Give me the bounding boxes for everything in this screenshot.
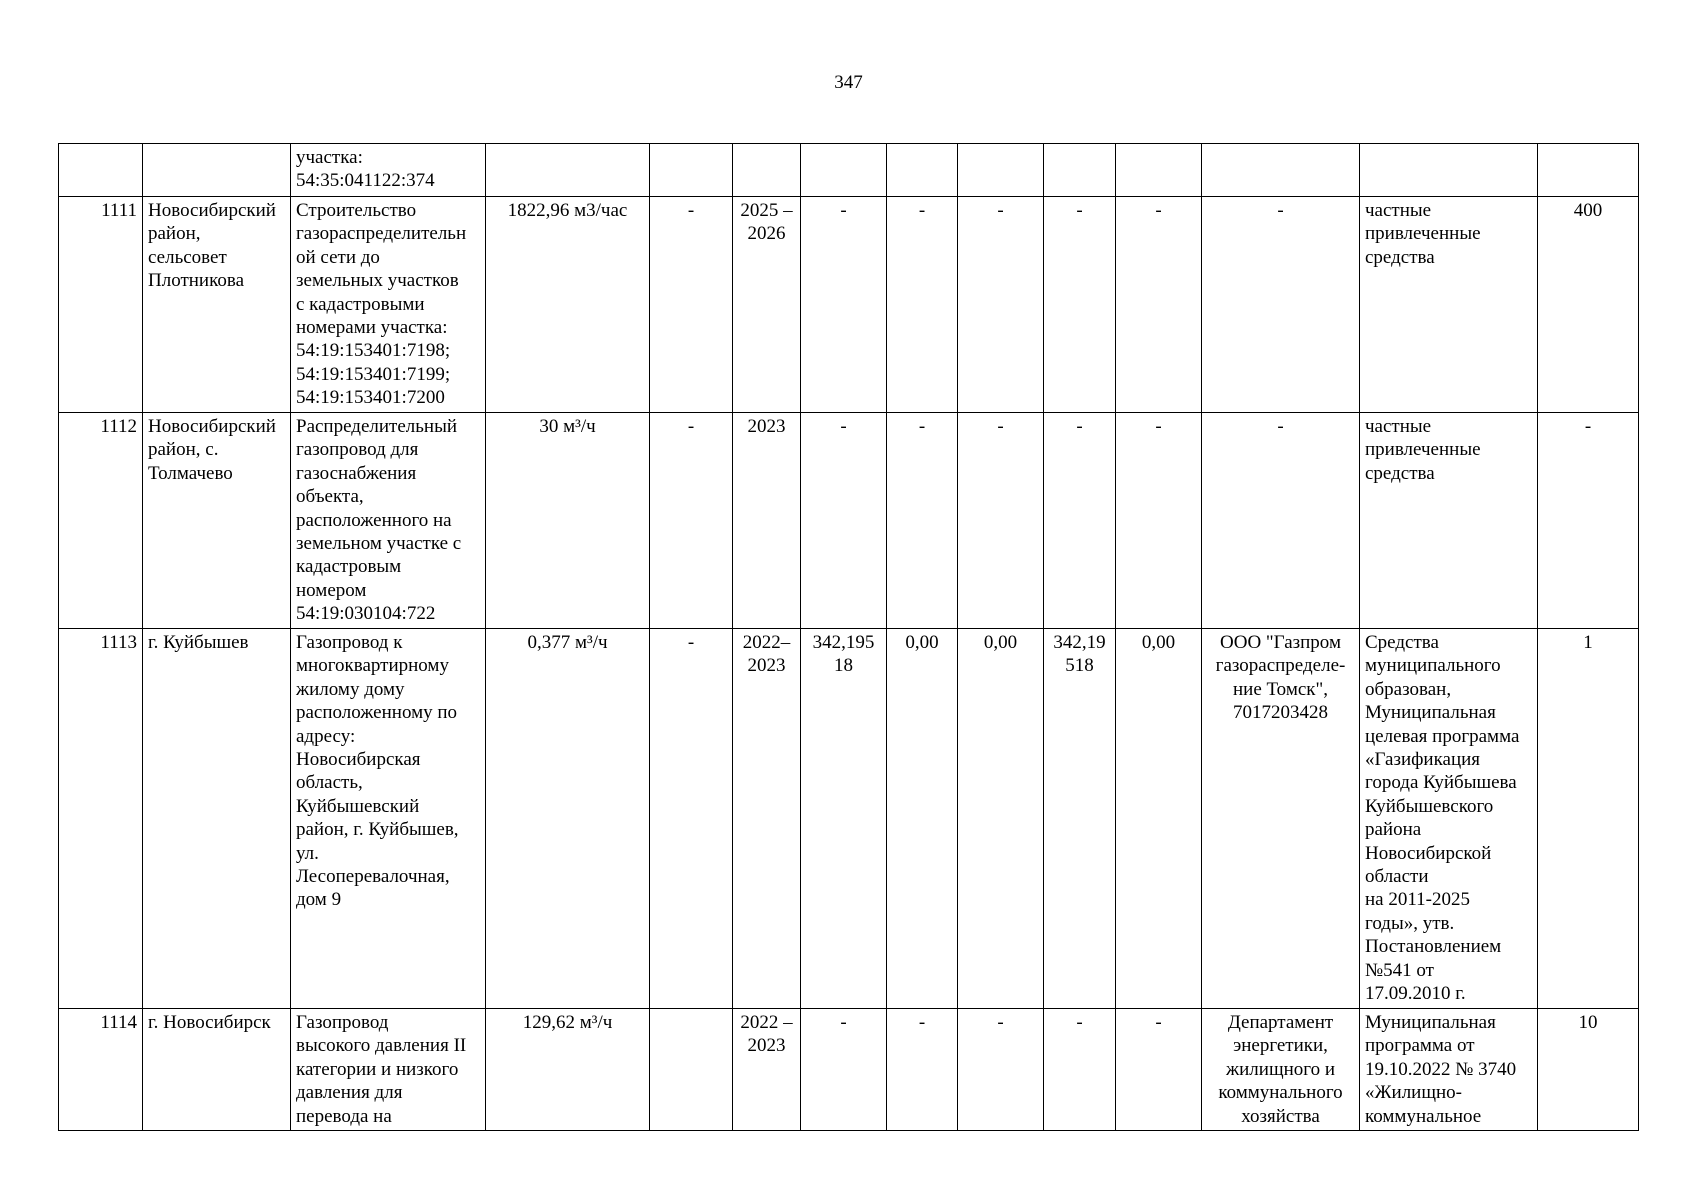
- row-number-cell: 1111: [59, 197, 143, 413]
- value-5-cell: -: [1116, 1009, 1202, 1131]
- location-cell: г. Новосибирск: [143, 1009, 291, 1131]
- last-column-cell: 1: [1538, 629, 1639, 1009]
- row-number-cell: 1112: [59, 413, 143, 629]
- column-5-cell: [650, 144, 733, 197]
- capacity-cell: [486, 144, 650, 197]
- value-1-cell: -: [801, 1009, 887, 1131]
- value-5-cell: [1116, 144, 1202, 197]
- years-cell: [733, 144, 801, 197]
- table-row: [59, 413, 1639, 629]
- value-3-cell: -: [958, 197, 1044, 413]
- description-cell: участка: 54:35:041122:374: [291, 144, 486, 197]
- organization-cell: -: [1202, 413, 1360, 629]
- table-row: [59, 1009, 1639, 1131]
- row-number-cell: 1113: [59, 629, 143, 1009]
- row-number-cell: [59, 144, 143, 197]
- value-3-cell: 0,00: [958, 629, 1044, 1009]
- table-row: [59, 144, 1639, 197]
- value-4-cell: [1044, 144, 1116, 197]
- value-1-cell: 342,195 18: [801, 629, 887, 1009]
- organization-cell: [1202, 144, 1360, 197]
- value-1-cell: -: [801, 197, 887, 413]
- table-body: [59, 144, 1639, 1131]
- value-5-cell: -: [1116, 413, 1202, 629]
- value-2-cell: 0,00: [887, 629, 958, 1009]
- value-2-cell: -: [887, 1009, 958, 1131]
- value-4-cell: 342,19 518: [1044, 629, 1116, 1009]
- last-column-cell: 10: [1538, 1009, 1639, 1131]
- description-cell: Газопровод высокого давления II категории и низкого давления для перевода на: [291, 1009, 486, 1131]
- location-cell: Новосибирский район, сельсовет Плотникова: [143, 197, 291, 413]
- value-2-cell: -: [887, 197, 958, 413]
- value-4-cell: -: [1044, 413, 1116, 629]
- funding-cell: Муниципальная программа от 19.10.2022 № 3740 «Жилищно- коммунальное: [1360, 1009, 1538, 1131]
- years-cell: 2022 – 2023: [733, 1009, 801, 1131]
- description-cell: Распределительный газопровод для газоснабжения объекта, расположенного на земельном участке с кадастровым номером 54:19:030104:722: [291, 413, 486, 629]
- organization-cell: Департамент энергетики, жилищного и коммунального хозяйства: [1202, 1009, 1360, 1131]
- funding-cell: [1360, 144, 1538, 197]
- value-4-cell: -: [1044, 197, 1116, 413]
- funding-cell: частные привлеченные средства: [1360, 197, 1538, 413]
- value-1-cell: -: [801, 413, 887, 629]
- organization-cell: -: [1202, 197, 1360, 413]
- page-number: 347: [834, 72, 863, 93]
- last-column-cell: -: [1538, 413, 1639, 629]
- capacity-cell: 129,62 м³/ч: [486, 1009, 650, 1131]
- row-number-cell: 1114: [59, 1009, 143, 1131]
- years-cell: 2022– 2023: [733, 629, 801, 1009]
- last-column-cell: [1538, 144, 1639, 197]
- location-cell: Новосибирский район, с. Толмачево: [143, 413, 291, 629]
- column-5-cell: -: [650, 197, 733, 413]
- years-cell: 2025 – 2026: [733, 197, 801, 413]
- column-5-cell: -: [650, 629, 733, 1009]
- value-2-cell: -: [887, 413, 958, 629]
- table-row: [59, 629, 1639, 1009]
- last-column-cell: 400: [1538, 197, 1639, 413]
- gas-infrastructure-table: [58, 143, 1639, 1131]
- value-5-cell: -: [1116, 197, 1202, 413]
- value-3-cell: [958, 144, 1044, 197]
- value-1-cell: [801, 144, 887, 197]
- location-cell: [143, 144, 291, 197]
- description-cell: Газопровод к многоквартирному жилому дому расположенному по адресу: Новосибирская область, Куйбышевский район, г. Куйбышев, ул. Лесоперевалочная, дом 9: [291, 629, 486, 1009]
- value-2-cell: [887, 144, 958, 197]
- value-5-cell: 0,00: [1116, 629, 1202, 1009]
- funding-cell: Средства муниципального образован, Муниципальная целевая программа «Газификация города Куйбышева Куйбышевского района Новосибирской области на 2011-2025 годы», утв. Постановлением №541 от 17.09.2010 г.: [1360, 629, 1538, 1009]
- description-cell: Строительство газораспределительн ой сети до земельных участков с кадастровыми номерами участка: 54:19:153401:7198; 54:19:153401:7199; 54:19:153401:7200: [291, 197, 486, 413]
- column-5-cell: -: [650, 413, 733, 629]
- location-cell: г. Куйбышев: [143, 629, 291, 1009]
- value-4-cell: -: [1044, 1009, 1116, 1131]
- funding-cell: частные привлеченные средства: [1360, 413, 1538, 629]
- table-row: [59, 197, 1639, 413]
- value-3-cell: -: [958, 413, 1044, 629]
- column-5-cell: [650, 1009, 733, 1131]
- years-cell: 2023: [733, 413, 801, 629]
- capacity-cell: 1822,96 м3/час: [486, 197, 650, 413]
- capacity-cell: 0,377 м³/ч: [486, 629, 650, 1009]
- capacity-cell: 30 м³/ч: [486, 413, 650, 629]
- organization-cell: ООО "Газпром газораспределе- ние Томск", 7017203428: [1202, 629, 1360, 1009]
- value-3-cell: -: [958, 1009, 1044, 1131]
